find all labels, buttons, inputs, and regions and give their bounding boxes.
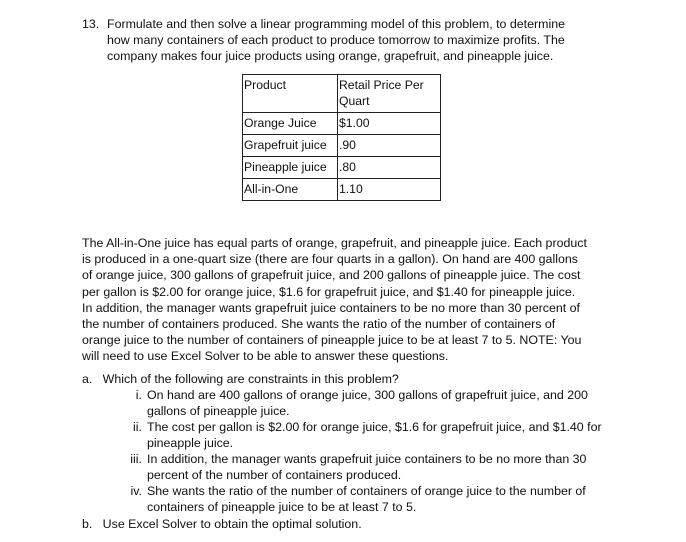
option-line: containers of pineapple juice to be at least 7 to 5. xyxy=(147,500,417,515)
header-product: Product xyxy=(243,75,338,113)
part-a-text: Which of the following are constraints in this problem? xyxy=(102,372,399,386)
table-row xyxy=(243,135,441,157)
header-price xyxy=(338,75,441,113)
question-number: 13. xyxy=(82,17,100,31)
question-line: company makes four juice products using orange, grapefruit, and pineapple juice. xyxy=(107,49,554,64)
table-row xyxy=(243,113,441,135)
price-cell: .90 xyxy=(338,135,441,157)
price-cell: 1.10 xyxy=(338,179,441,201)
part-b-text: Use Excel Solver to obtain the optimal solution. xyxy=(102,517,362,531)
option-number: iv. xyxy=(130,484,142,498)
price-cell: .80 xyxy=(338,157,441,179)
option-line: In addition, the manager wants grapefruit juice containers to be no more than 30 xyxy=(147,452,587,466)
product-cell: All-in-One xyxy=(243,179,338,201)
option-line: gallons of pineapple juice. xyxy=(147,404,290,419)
question-heading xyxy=(82,16,627,65)
paragraph-line: of orange juice, 300 gallons of grapefruit juice, and 200 gallons of pineapple juice. The cost xyxy=(82,268,581,283)
option-line: The cost per gallon is $2.00 for orange juice, $1.6 for grapefruit juice, and $1.40 for xyxy=(147,420,602,434)
part-a-label: a. xyxy=(82,372,93,386)
price-cell: $1.00 xyxy=(338,113,441,135)
option-number: iii. xyxy=(130,452,142,466)
price-table xyxy=(242,74,441,201)
part-a xyxy=(82,371,399,387)
part-b-label: b. xyxy=(82,517,93,531)
problem-paragraph xyxy=(82,235,612,365)
question-line: Formulate and then solve a linear programming model of this problem, to determine xyxy=(107,17,565,31)
product-cell: Orange Juice xyxy=(243,113,338,135)
option-line: percent of the number of containers produced. xyxy=(147,468,402,483)
question-line: how many containers of each product to produce tomorrow to maximize profits. The xyxy=(107,33,565,48)
option-line: On hand are 400 gallons of orange juice, 300 gallons of grapefruit juice, and 200 xyxy=(147,388,588,402)
part-b xyxy=(82,516,362,532)
header-price-line: Quart xyxy=(339,94,370,108)
table-row xyxy=(243,157,441,179)
table-header-row xyxy=(243,75,441,113)
product-cell: Pineapple juice xyxy=(243,157,338,179)
option-ii xyxy=(120,419,600,451)
paragraph-line: The All-in-One juice has equal parts of orange, grapefruit, and pineapple juice. Each product xyxy=(82,236,587,250)
paragraph-line: per gallon is $2.00 for orange juice, $1.6 for grapefruit juice, and $1.40 for pineapple juice. xyxy=(82,284,576,299)
paragraph-line: will need to use Excel Solver to be able to answer these questions. xyxy=(82,349,449,364)
header-price-line: Retail Price Per xyxy=(339,78,424,92)
option-number: i. xyxy=(135,388,142,402)
option-line: She wants the ratio of the number of containers of orange juice to the number of xyxy=(147,484,586,498)
paragraph-line: In addition, the manager wants grapefruit juice containers to be no more than 30 percent of xyxy=(82,300,580,315)
paragraph-line: is produced in a one-quart size (there are four quarts in a gallon). On hand are 400 gallons xyxy=(82,252,578,267)
option-number: ii. xyxy=(133,420,142,434)
option-line: pineapple juice. xyxy=(147,436,234,451)
table-row xyxy=(243,179,441,201)
option-iv xyxy=(120,483,600,515)
option-iii xyxy=(120,451,600,483)
option-i xyxy=(120,387,600,419)
paragraph-line: orange juice to the number of containers of pineapple juice to be at least 7 to 5. NOTE: You xyxy=(82,333,582,348)
product-cell: Grapefruit juice xyxy=(243,135,338,157)
paragraph-line: the number of containers produced. She wants the ratio of the number of containers of xyxy=(82,317,556,332)
